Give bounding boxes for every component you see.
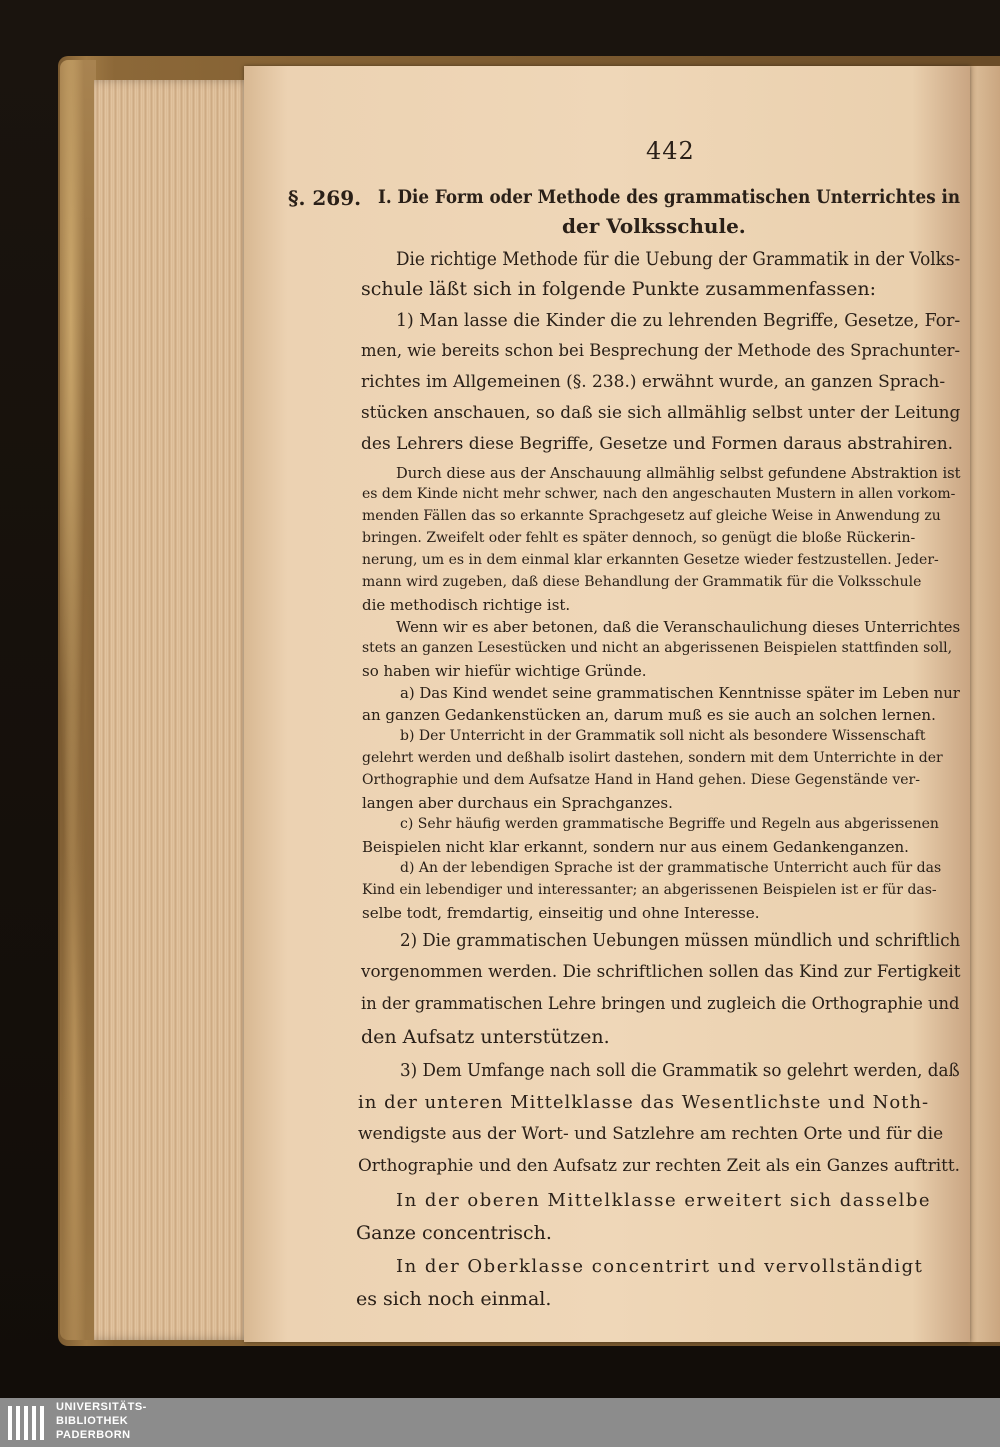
point4-line-1: In der oberen Mittelklasse erweitert sich dasselbe bbox=[396, 1190, 932, 1211]
note-c-line-2: Beispielen nicht klar erkannt, sondern nur aus einem Gedankenganzen. bbox=[362, 838, 909, 856]
section-number: §. 269. bbox=[288, 186, 362, 210]
note-d-line-2: Kind ein lebendiger und interessanter; an abgerissenen Beispielen ist er für das- bbox=[362, 882, 937, 898]
note-b-line-2: gelehrt werden und deßhalb isolirt dastehen, sondern mit dem Unterrichte in der bbox=[362, 750, 943, 766]
point1-line-3: richtes im Allgemeinen (§. 238.) erwähnt wurde, an ganzen Sprach- bbox=[361, 372, 946, 392]
library-footer bbox=[0, 1398, 1000, 1447]
point2-line-4: den Aufsatz unterstützen. bbox=[361, 1026, 610, 1048]
footer-line-1: UNIVERSITÄTS- bbox=[56, 1401, 147, 1413]
note2-line-3: so haben wir hiefür wichtige Gründe. bbox=[362, 662, 647, 680]
note-c-line-1: c) Sehr häufig werden grammatische Begriffe und Regeln aus abgerissenen bbox=[400, 816, 939, 832]
footer-line-3: PADERBORN bbox=[56, 1429, 131, 1441]
point2-line-1: 2) Die grammatischen Uebungen müssen mündlich und schriftlich bbox=[400, 930, 961, 951]
note-b-line-1: b) Der Unterricht in der Grammatik soll nicht als besondere Wissenschaft bbox=[400, 728, 926, 744]
point3-line-4: Orthographie und den Aufsatz zur rechten Zeit als ein Ganzes auftritt. bbox=[358, 1156, 961, 1176]
intro-line-1: Die richtige Methode für die Uebung der Grammatik in der Volks- bbox=[396, 248, 961, 270]
note2-line-2: stets an ganzen Lesestücken und nicht an abgerissenen Beispielen stattfinden soll, bbox=[362, 640, 953, 656]
point1-line-5: des Lehrers diese Begriffe, Gesetze und Formen daraus abstrahiren. bbox=[361, 434, 954, 454]
point5-line-2: es sich noch einmal. bbox=[356, 1288, 552, 1310]
note-b-line-3: Orthographie und dem Aufsatze Hand in Hand gehen. Diese Gegenstände ver- bbox=[362, 772, 920, 788]
note2-line-1: Wenn wir es aber betonen, daß die Veranschaulichung dieses Unterrichtes bbox=[396, 618, 961, 636]
point2-line-2: vorgenommen werden. Die schriftlichen sollen das Kind zur Fertigkeit bbox=[361, 962, 961, 982]
note-a-line-1: a) Das Kind wendet seine grammatischen Kenntnisse später im Leben nur bbox=[400, 684, 960, 702]
note-d-line-1: d) An der lebendigen Sprache ist der grammatische Unterricht auch für das bbox=[400, 860, 942, 876]
page-edges bbox=[94, 80, 256, 1340]
note-b-line-4: langen aber durchaus ein Sprachganzes. bbox=[362, 794, 673, 812]
point3-line-3: wendigste aus der Wort- und Satzlehre am rechten Orte und für die bbox=[358, 1124, 944, 1144]
point2-line-3: in der grammatischen Lehre bringen und zugleich die Orthographie und bbox=[361, 994, 960, 1014]
note1-line-5: nerung, um es in dem einmal klar erkannten Gesetze wieder festzustellen. Jeder- bbox=[362, 552, 939, 568]
point3-line-1: 3) Dem Umfange nach soll die Grammatik so gelehrt werden, daß bbox=[400, 1060, 960, 1081]
footer-line-2: BIBLIOTHEK bbox=[56, 1415, 129, 1427]
note1-line-2: es dem Kinde nicht mehr schwer, nach den angeschauten Mustern in allen vorkom- bbox=[362, 486, 956, 502]
point5-line-1: In der Oberklasse concentrirt und vervollständigt bbox=[396, 1256, 924, 1277]
note1-line-6: mann wird zugeben, daß diese Behandlung der Grammatik für die Volksschule bbox=[362, 574, 922, 590]
heading-line-1: I. Die Form oder Methode des grammatischen Unterrichtes in bbox=[378, 186, 961, 208]
note1-line-3: menden Fällen das so erkannte Sprachgesetz auf gleiche Weise in Anwendung zu bbox=[362, 508, 941, 524]
point1-line-4: stücken anschauen, so daß sie sich allmählig selbst unter der Leitung bbox=[361, 403, 961, 423]
note1-line-4: bringen. Zweifelt oder fehlt es später dennoch, so genügt die bloße Rückerin- bbox=[362, 530, 916, 546]
note-a-line-2: an ganzen Gedankenstücken an, darum muß es sie auch an solchen lernen. bbox=[362, 706, 936, 724]
point3-line-2: in der unteren Mittelklasse das Wesentlichste und Noth- bbox=[358, 1092, 930, 1113]
note-d-line-3: selbe todt, fremdartig, einseitig und ohne Interesse. bbox=[362, 904, 760, 922]
marbled-spine bbox=[60, 60, 96, 1340]
note1-line-7: die methodisch richtige ist. bbox=[362, 596, 571, 614]
note1-line-1: Durch diese aus der Anschauung allmählig selbst gefundene Abstraktion ist bbox=[396, 464, 961, 482]
point1-line-1: 1) Man lasse die Kinder die zu lehrenden Begriffe, Gesetze, For- bbox=[396, 310, 961, 331]
page-number: 442 bbox=[646, 137, 695, 165]
intro-line-2: schule läßt sich in folgende Punkte zusammenfassen: bbox=[361, 278, 877, 300]
library-logo-icon bbox=[6, 1402, 46, 1444]
point4-line-2: Ganze concentrisch. bbox=[356, 1222, 552, 1244]
point1-line-2: men, wie bereits schon bei Besprechung der Methode des Sprachunter- bbox=[361, 341, 961, 361]
heading-line-2: der Volksschule. bbox=[562, 214, 746, 238]
